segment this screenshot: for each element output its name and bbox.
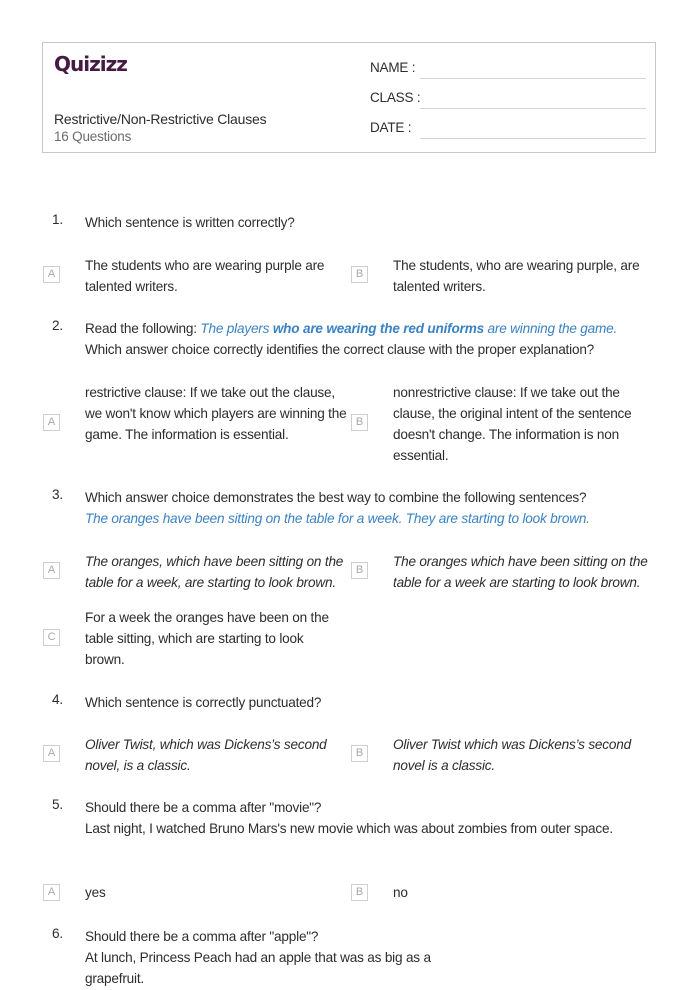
name-field[interactable] (420, 78, 646, 79)
question-text (85, 926, 475, 989)
option-b-text: nonrestrictive clause: If we take out the clause, the original intent of the sentence doesn't change. The information is non essential. (393, 385, 632, 463)
class-field[interactable] (420, 108, 646, 109)
option-a-text: The students who are wearing purple are talented writers. (85, 258, 325, 294)
question-instruction: Which answer choice demonstrates the best way to combine the following sentences? (85, 490, 587, 505)
question-number: 2. (52, 318, 63, 333)
question-number: 6. (52, 926, 63, 941)
question-instruction: Which answer choice correctly identifies the correct clause with the proper explanation? (85, 342, 595, 357)
date-field[interactable] (420, 138, 646, 139)
question-text: Which sentence is written correctly? (85, 215, 295, 230)
question-number: 3. (52, 487, 63, 502)
question-number: 5. (52, 797, 63, 812)
question-number: 4. (52, 692, 63, 707)
quoted-sentence-part: The players (200, 321, 273, 336)
option-b-box[interactable]: B (351, 562, 368, 579)
option-b-text: The students, who are wearing purple, are talented writers. (393, 258, 640, 294)
option-a-text: yes (85, 885, 106, 900)
option-a-box[interactable]: A (43, 562, 60, 579)
question-text (85, 487, 675, 529)
option-b-box[interactable]: B (351, 884, 368, 901)
option-a-box[interactable]: A (43, 884, 60, 901)
name-label: NAME : (370, 60, 416, 75)
question-instruction: Should there be a comma after "movie"? (85, 800, 322, 815)
quizizz-logo: Quizizz (54, 52, 127, 76)
quoted-sentences: The oranges have been sitting on the table for a week. They are starting to look brown. (85, 511, 590, 526)
quoted-sentence-part: are winning the game. (483, 321, 618, 336)
option-a-text: restrictive clause: If we take out the clause, we won't know which players are winning the game. The information is essential. (85, 385, 347, 442)
question-text (85, 797, 645, 839)
worksheet-title: Restrictive/Non-Restrictive Clauses (54, 111, 267, 127)
option-b-box[interactable]: B (351, 414, 368, 431)
option-b-text: Oliver Twist which was Dickens’s second novel is a classic. (393, 737, 631, 773)
option-a-text: The oranges, which have been sitting on the table for a week, are starting to look brown. (85, 554, 344, 590)
highlighted-clause: who are wearing the red uniforms (272, 321, 484, 336)
option-b-box[interactable]: B (351, 266, 368, 283)
question-sentence: Last night, I watched Bruno Mars's new movie which was about zombies from outer space. (85, 821, 613, 836)
option-a-box[interactable]: A (43, 745, 60, 762)
option-c-text: For a week the oranges have been on the table sitting, which are starting to look brown. (85, 610, 329, 667)
option-b-text: no (393, 885, 408, 900)
option-a-text: Oliver Twist, which was Dickens’s second novel, is a classic. (85, 737, 327, 773)
date-label: DATE : (370, 120, 412, 135)
worksheet-header (42, 42, 656, 153)
question-text: Which sentence is correctly punctuated? (85, 695, 322, 710)
question-text (85, 318, 675, 360)
question-count: 16 Questions (54, 129, 132, 144)
question-prefix: Read the following: (85, 321, 201, 336)
option-a-box[interactable]: A (43, 266, 60, 283)
question-number: 1. (52, 212, 63, 227)
option-a-box[interactable]: A (43, 414, 60, 431)
question-sentence: At lunch, Princess Peach had an apple that was as big as a grapefruit. (85, 950, 431, 986)
option-c-box[interactable]: C (43, 629, 60, 646)
class-label: CLASS : (370, 90, 421, 105)
option-b-text: The oranges which have been sitting on the table for a week are starting to look brown. (393, 554, 648, 590)
question-instruction: Should there be a comma after "apple"? (85, 929, 319, 944)
option-b-box[interactable]: B (351, 745, 368, 762)
